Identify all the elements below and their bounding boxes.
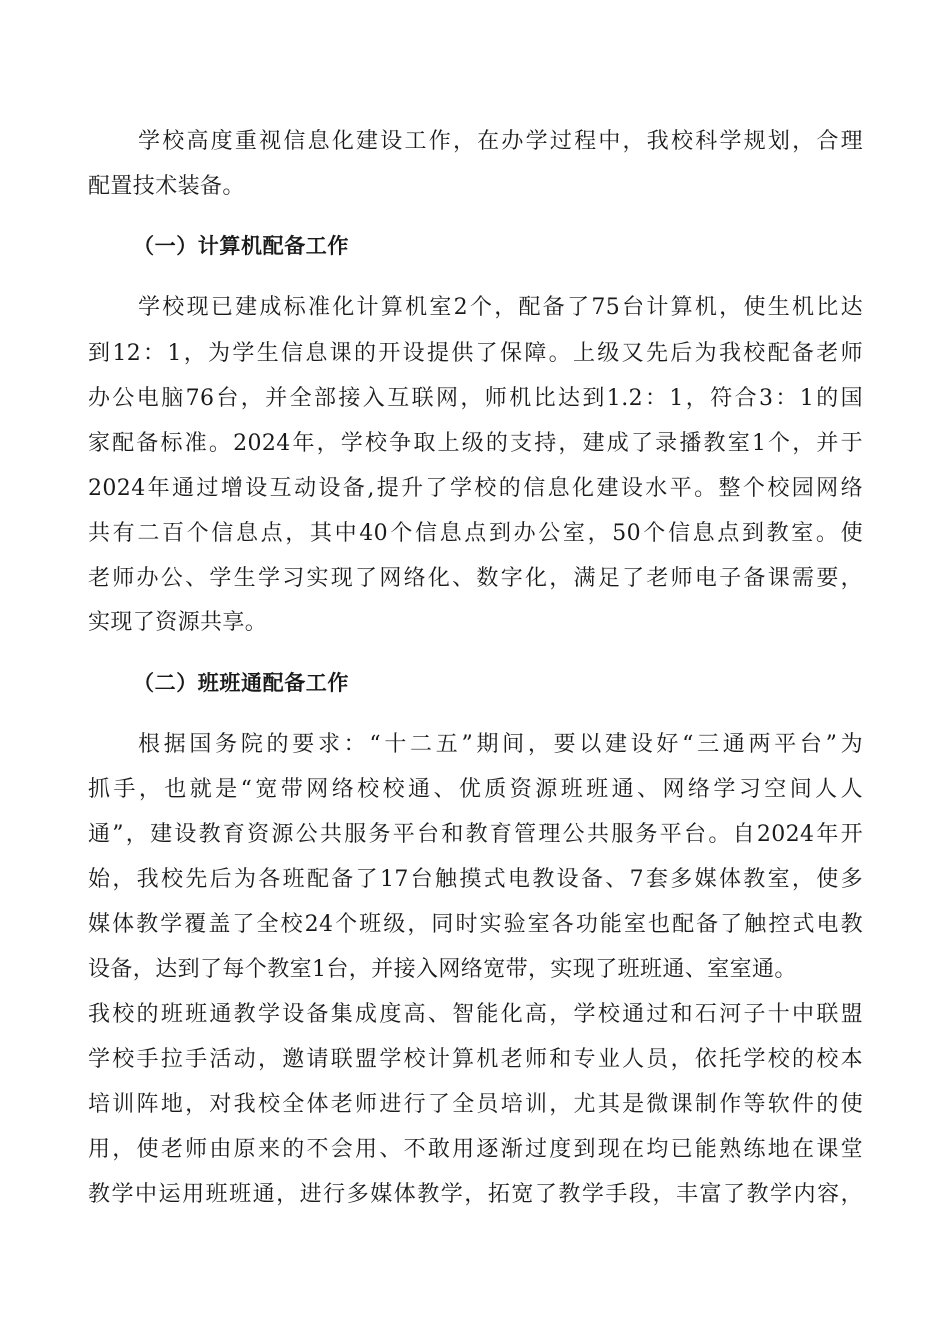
section2-line-9: 培训阵地，对我校全体老师进行了全员培训，尤其是微课制作等软件的使 bbox=[88, 1092, 863, 1117]
section1-line-5: 2024年通过增设互动设备,提升了学校的信息化建设水平。整个校园网络 bbox=[88, 476, 863, 501]
section1-line-4: 家配备标准。2024年，学校争取上级的支持，建成了录播教室1个，并于 bbox=[88, 431, 863, 456]
section1-line-3: 办公电脑76台，并全部接入互联网，师机比达到1.2：1，符合3：1的国 bbox=[88, 386, 863, 411]
section1-line-2: 到12：1，为学生信息课的开设提供了保障。上级又先后为我校配备老师 bbox=[88, 341, 863, 366]
section2-line-7: 我校的班班通教学设备集成度高、智能化高，学校通过和石河子十中联盟 bbox=[88, 1002, 863, 1027]
section2-line-1: 根据国务院的要求：“十二五”期间，要以建设好“三通两平台”为 bbox=[138, 732, 863, 757]
section1-line-6: 共有二百个信息点，其中40个信息点到办公室，50个信息点到教室。使 bbox=[88, 521, 863, 546]
section1-line-7: 老师办公、学生学习实现了网络化、数字化，满足了老师电子备课需要， bbox=[88, 566, 863, 591]
section2-line-10: 用，使老师由原来的不会用、不敢用逐渐过度到现在均已能熟练地在课堂 bbox=[88, 1137, 863, 1162]
intro-line-1: 学校高度重视信息化建设工作，在办学过程中，我校科学规划，合理 bbox=[138, 129, 863, 154]
section1-line-8: 实现了资源共享。 bbox=[88, 610, 268, 635]
section1-line-1: 学校现已建成标准化计算机室2个，配备了75台计算机，使生机比达 bbox=[138, 295, 863, 320]
section1-heading: （一）计算机配备工作 bbox=[133, 234, 349, 258]
intro-line-2: 配置技术装备。 bbox=[88, 174, 245, 199]
section2-line-8: 学校手拉手活动，邀请联盟学校计算机老师和专业人员，依托学校的校本 bbox=[88, 1047, 863, 1072]
section2-line-6: 设备，达到了每个教室1台，并接入网络宽带，实现了班班通、室室通。 bbox=[88, 957, 797, 982]
section2-line-11: 教学中运用班班通，进行多媒体教学，拓宽了教学手段，丰富了教学内容， bbox=[88, 1182, 863, 1207]
section2-heading: （二）班班通配备工作 bbox=[133, 671, 349, 695]
section2-line-4: 始，我校先后为各班配备了17台触摸式电教设备、7套多媒体教室，使多 bbox=[88, 867, 863, 892]
section2-line-3: 通”，建设教育资源公共服务平台和教育管理公共服务平台。自2024年开 bbox=[88, 822, 863, 847]
section2-line-5: 媒体教学覆盖了全校24个班级，同时实验室各功能室也配备了触控式电教 bbox=[88, 912, 863, 937]
section2-line-2: 抓手，也就是“宽带网络校校通、优质资源班班通、网络学习空间人人 bbox=[88, 777, 863, 802]
